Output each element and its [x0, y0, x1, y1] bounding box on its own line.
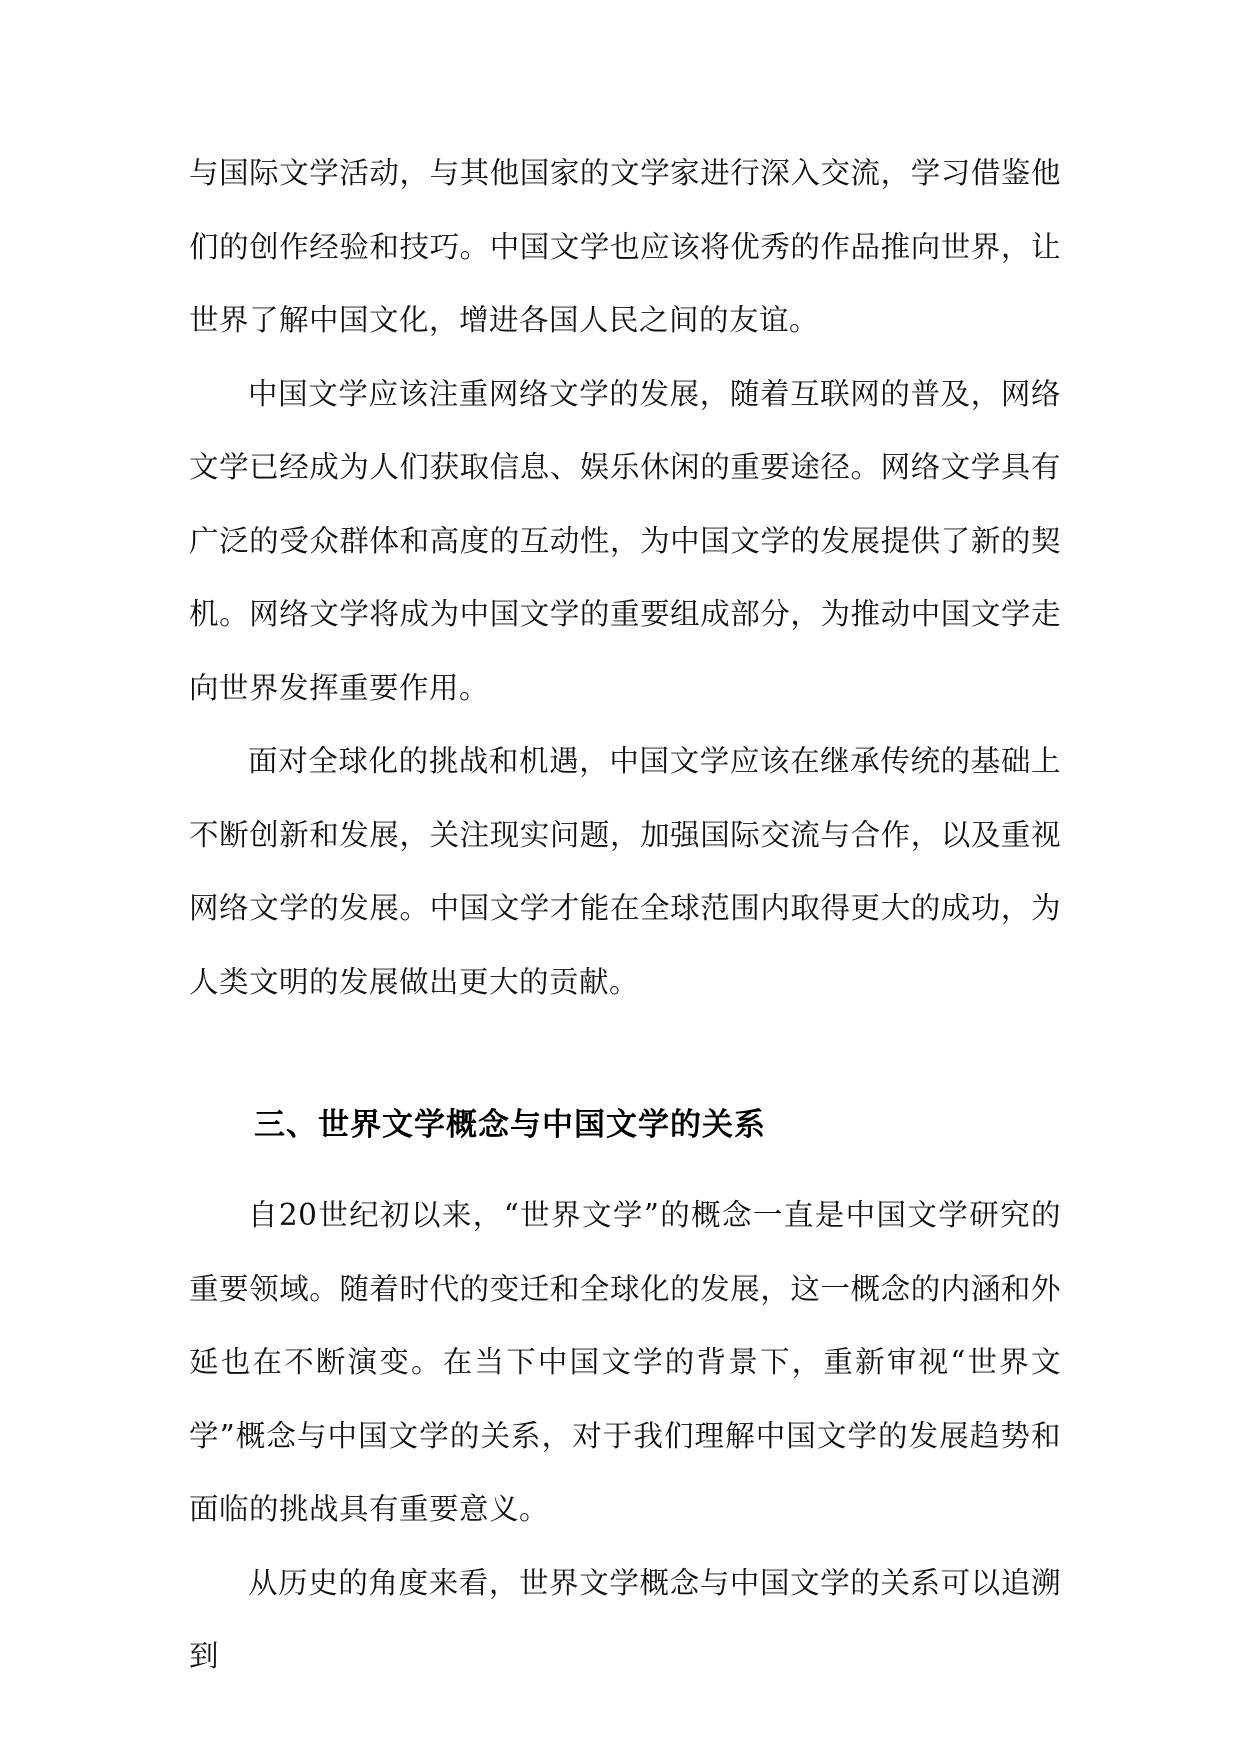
paragraph-world-literature-concept: 自20世纪初以来，“世界文学”的概念一直是中国文学研究的重要领域。随着时代的变迁和全球化的发展，这一概念的内涵和外延也在不断演变。在当下中国文学的背景下，重新审视“世界文学”概念与中国文学的关系，对于我们理解中国文学的发展趋势和面临的挑战具有重要意义。	[189, 1198, 1061, 1526]
paragraph-globalization: 面对全球化的挑战和机遇，中国文学应该在继承传统的基础上不断创新和发展，关注现实问题，加强国际交流与合作，以及重视网络文学的发展。中国文学才能在全球范围内取得更大的成功，为人类文明的发展做出更大的贡献。	[189, 744, 1061, 999]
paragraph-network-literature: 中国文学应该注重网络文学的发展，随着互联网的普及，网络文学已经成为人们获取信息、娱乐休闲的重要途径。网络文学具有广泛的受众群体和高度的互动性，为中国文学的发展提供了新的契机。网络文学将成为中国文学的重要组成部分，为推动中国文学走向世界发挥重要作用。	[189, 376, 1061, 705]
section-heading: 三、世界文学概念与中国文学的关系	[254, 1107, 766, 1143]
body-text-bottom	[189, 1179, 1061, 1694]
paragraph-continuation: 与国际文学活动，与其他国家的文学家进行深入交流，学习借鉴他们的创作经验和技巧。中国文学也应该将优秀的作品推向世界，让世界了解中国文化，增进各国人民之间的友谊。	[189, 156, 1061, 337]
paragraph-historical-perspective: 从历史的角度来看，世界文学概念与中国文学的关系可以追溯到	[189, 1565, 1061, 1673]
body-text-top	[189, 137, 1061, 1019]
